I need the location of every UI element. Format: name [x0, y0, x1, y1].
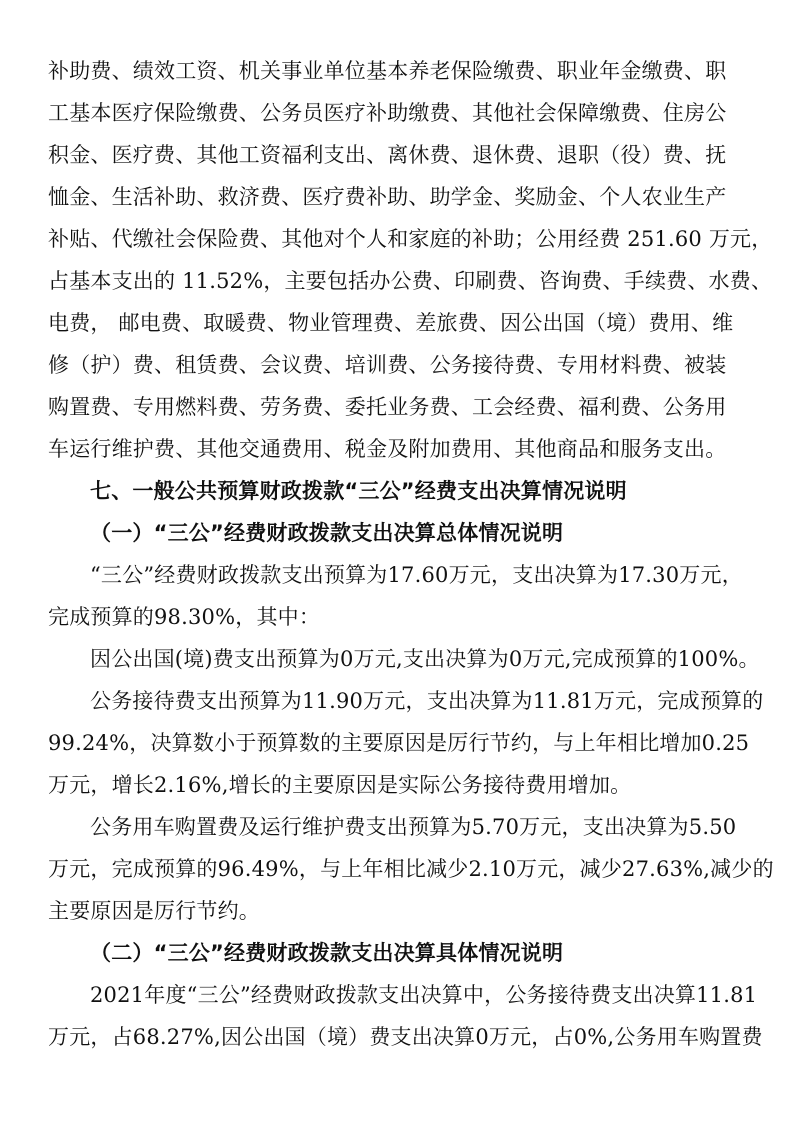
- paragraph-line: 占基本支出的 11.52%，主要包括办公费、印刷费、咨询费、手续费、水费、: [48, 269, 773, 293]
- paragraph-line: 补贴、代缴社会保险费、其他对个人和家庭的补助；公用经费 251.60 万元，: [48, 227, 773, 251]
- paragraph-line: 车运行维护费、其他交通费用、税金及附加费用、其他商品和服务支出。: [48, 437, 727, 461]
- paragraph-line: 2021年度“三公”经费财政拨款支出决算中，公务接待费支出决算11.81: [90, 983, 758, 1007]
- subsection-heading: （一）“三公”经费财政拨款支出决算总体情况说明: [90, 521, 564, 545]
- paragraph-line: 完成预算的98.30%，其中：: [48, 605, 321, 629]
- paragraph-line: 99.24%，决算数小于预算数的主要原因是厉行节约，与上年相比增加0.25: [48, 731, 750, 755]
- paragraph-line: 主要原因是厉行节约。: [48, 899, 260, 923]
- paragraph-line: 电费， 邮电费、取暖费、物业管理费、差旅费、因公出国（境）费用、维: [48, 311, 734, 335]
- paragraph-line: 积金、医疗费、其他工资福利支出、离休费、退休费、退职（役）费、抚: [48, 143, 727, 167]
- paragraph-line: “三公”经费财政拨款支出预算为17.60万元，支出决算为17.30万元，: [90, 563, 743, 587]
- paragraph-line: 购置费、专用燃料费、劳务费、委托业务费、工会经费、福利费、公务用: [48, 395, 727, 419]
- paragraph-line: 公务用车购置费及运行维护费支出预算为5.70万元，支出决算为5.50: [90, 815, 737, 839]
- paragraph-line: 万元，完成预算的96.49%，与上年相比减少2.10万元，减少27.63%,减少的: [48, 857, 774, 881]
- paragraph-line: 修（护）费、租赁费、会议费、培训费、公务接待费、专用材料费、被装: [48, 353, 727, 377]
- paragraph-line: 万元，增长2.16%,增长的主要原因是实际公务接待费用增加。: [48, 773, 632, 797]
- paragraph-line: 公务接待费支出预算为11.90万元，支出决算为11.81万元，完成预算的: [90, 689, 764, 713]
- paragraph-line: 补助费、绩效工资、机关事业单位基本养老保险缴费、职业年金缴费、职: [48, 59, 727, 83]
- paragraph-line: 因公出国(境)费支出预算为0万元,支出决算为0万元,完成预算的100%。: [90, 647, 760, 671]
- paragraph-line: 万元，占68.27%,因公出国（境）费支出决算0万元，占0%,公务用车购置费: [48, 1025, 763, 1049]
- paragraph-line: 工基本医疗保险缴费、公务员医疗补助缴费、其他社会保障缴费、住房公: [48, 101, 727, 125]
- subsection-heading: （二）“三公”经费财政拨款支出决算具体情况说明: [90, 941, 564, 965]
- paragraph-line: 恤金、生活补助、救济费、医疗费补助、助学金、奖励金、个人农业生产: [48, 185, 727, 209]
- section-heading: 七、一般公共预算财政拨款“三公”经费支出决算情况说明: [90, 479, 627, 503]
